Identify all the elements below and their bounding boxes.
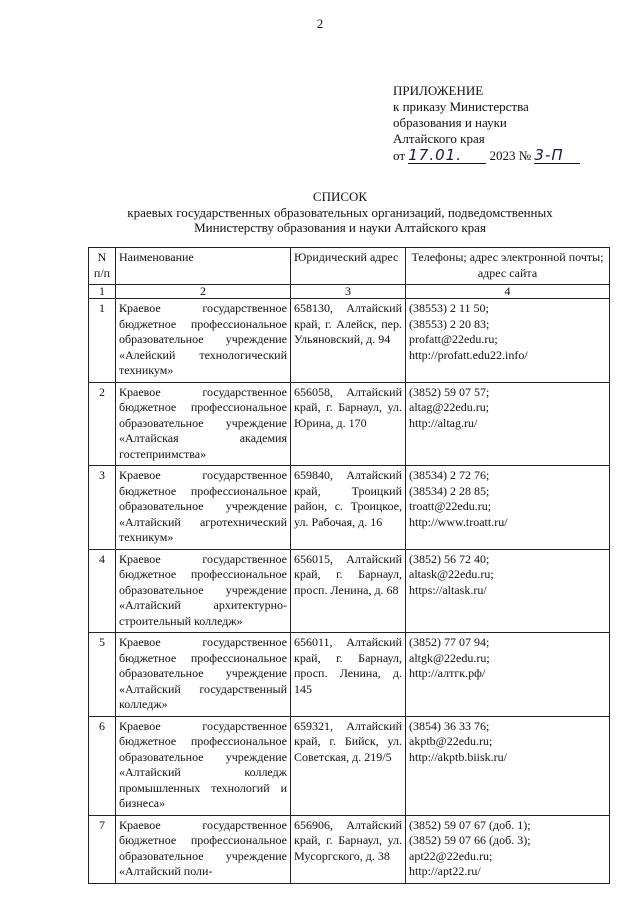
organization-name: Краевое государственное бюджетное профессиональное образовательное учреждение «Алтайский агротехнический техникум»	[116, 466, 291, 550]
from-label: от	[393, 148, 406, 163]
website-text: http://www.troatt.ru/	[409, 514, 508, 529]
header-number: N п/п	[89, 248, 116, 285]
contacts-cell	[406, 299, 610, 383]
website-text: http://akptb.biisk.ru/	[409, 749, 507, 764]
contacts-cell	[406, 466, 610, 550]
appendix-title: ПРИЛОЖЕНИЕ	[393, 83, 484, 98]
legal-address: 656011, Алтайский край, г. Барнаул, просп. Ленина, д. 145	[291, 633, 406, 717]
organization-name: Краевое государственное бюджетное профессиональное образовательное учреждение «Алтайский колледж промышленных технологий и бизнеса»	[116, 716, 291, 815]
row-number: 5	[89, 633, 116, 717]
table-row	[89, 633, 610, 717]
list-subtitle: краевых государственных образовательных организаций, подведомственных Министерству образования и науки Алтайского края	[127, 205, 553, 235]
phone-text: (38534) 2 28 85;	[409, 483, 490, 498]
row-number: 2	[89, 382, 116, 466]
contacts-cell	[406, 716, 610, 815]
handwritten-order-number: 3-П	[534, 147, 580, 164]
phone-text: (38553) 2 20 83;	[409, 316, 490, 331]
legal-address: 656058, Алтайский край, г. Барнаул, ул. Юрина, д. 170	[291, 382, 406, 466]
phone-text: (38534) 2 72 76;	[409, 468, 490, 482]
phone-text: (3852) 56 72 40;	[409, 551, 490, 566]
phone-text: (3852) 77 07 94;	[409, 635, 490, 649]
contacts-cell	[406, 815, 610, 883]
legal-address: 659840, Алтайский край, Троицкий район, с. Троицкое, ул. Рабочая, д. 16	[291, 466, 406, 550]
column-number: 2	[116, 285, 291, 299]
phone-text: (3854) 36 33 76;	[409, 718, 490, 733]
contacts-cell	[406, 382, 610, 466]
contacts-cell	[406, 633, 610, 717]
column-number: 1	[89, 285, 116, 299]
table-row	[89, 466, 610, 550]
list-title: СПИСОК	[312, 189, 368, 204]
row-number: 7	[89, 815, 116, 883]
email-text: troatt@22edu.ru;	[409, 499, 492, 513]
email-text: altgk@22edu.ru;	[409, 650, 490, 665]
appendix-block	[393, 83, 623, 164]
header-name: Наименование	[116, 248, 291, 285]
row-number: 3	[89, 466, 116, 550]
appendix-line: образования и науки	[393, 115, 507, 130]
header-contacts: Телефоны; адрес электронной почты; адрес сайта	[406, 248, 610, 285]
phone-text: (3852) 59 07 66 (доб. 3);	[409, 833, 531, 847]
organization-name: Краевое государственное бюджетное профессиональное образовательное учреждение «Алтайский поли-	[116, 815, 291, 883]
contacts-cell	[406, 549, 610, 633]
website-text: http://altag.ru/	[409, 415, 478, 430]
email-text: akptb@22edu.ru;	[409, 734, 493, 748]
phone-text: (38553) 2 11 50;	[409, 301, 489, 315]
row-number: 4	[89, 549, 116, 633]
column-number: 4	[406, 285, 610, 299]
legal-address: 658130, Алтайский край, г. Алейск, пер. Ульяновский, д. 94	[291, 299, 406, 383]
year-label: 2023 №	[489, 148, 532, 163]
row-number: 6	[89, 716, 116, 815]
organization-name: Краевое государственное бюджетное профессиональное образовательное учреждение «Алейский технологический техникум»	[116, 299, 291, 383]
table-row	[89, 549, 610, 633]
appendix-line: к приказу Министерства	[393, 99, 529, 114]
email-text: altag@22edu.ru;	[409, 400, 490, 414]
organization-name: Краевое государственное бюджетное профессиональное образовательное учреждение «Алтайская академия гостеприимства»	[116, 382, 291, 466]
organization-name: Краевое государственное бюджетное профессиональное образовательное учреждение «Алтайский архитектурно-строительный колледж»	[116, 549, 291, 633]
header-address: Юридический адрес	[291, 248, 406, 285]
email-text: apt22@22edu.ru;	[409, 848, 493, 863]
order-date-line	[393, 147, 623, 164]
appendix-line: Алтайского края	[393, 131, 485, 146]
table-body	[89, 299, 610, 884]
website-text: http://profatt.edu22.info/	[409, 347, 528, 362]
legal-address: 656906, Алтайский край, г. Барнаул, ул. Мусоргского, д. 38	[291, 815, 406, 883]
website-text: http://apt22.ru/	[409, 864, 481, 878]
email-text: altask@22edu.ru;	[409, 567, 494, 581]
website-text: https://altask.ru/	[409, 582, 487, 597]
page-number: 2	[316, 16, 324, 31]
handwritten-date: 17.01.	[408, 147, 486, 164]
legal-address: 659321, Алтайский край, г. Бийск, ул. Советская, д. 219/5	[291, 716, 406, 815]
organization-name: Краевое государственное бюджетное профессиональное образовательное учреждение «Алтайский государственный колледж»	[116, 633, 291, 717]
row-number: 1	[89, 299, 116, 383]
phone-text: (3852) 59 07 67 (доб. 1);	[409, 817, 531, 832]
website-text: http://алтгк.рф/	[409, 666, 486, 680]
phone-text: (3852) 59 07 57;	[409, 384, 490, 399]
organizations-table	[88, 247, 610, 884]
column-number: 3	[291, 285, 406, 299]
column-number-row	[89, 285, 610, 299]
table-row	[89, 299, 610, 383]
table-row	[89, 815, 610, 883]
table-header-row	[89, 248, 610, 285]
email-text: profatt@22edu.ru;	[409, 332, 498, 346]
document-heading	[98, 189, 582, 235]
table-row	[89, 382, 610, 466]
legal-address: 656015, Алтайский край, г. Барнаул, просп. Ленина, д. 68	[291, 549, 406, 633]
table-row	[89, 716, 610, 815]
